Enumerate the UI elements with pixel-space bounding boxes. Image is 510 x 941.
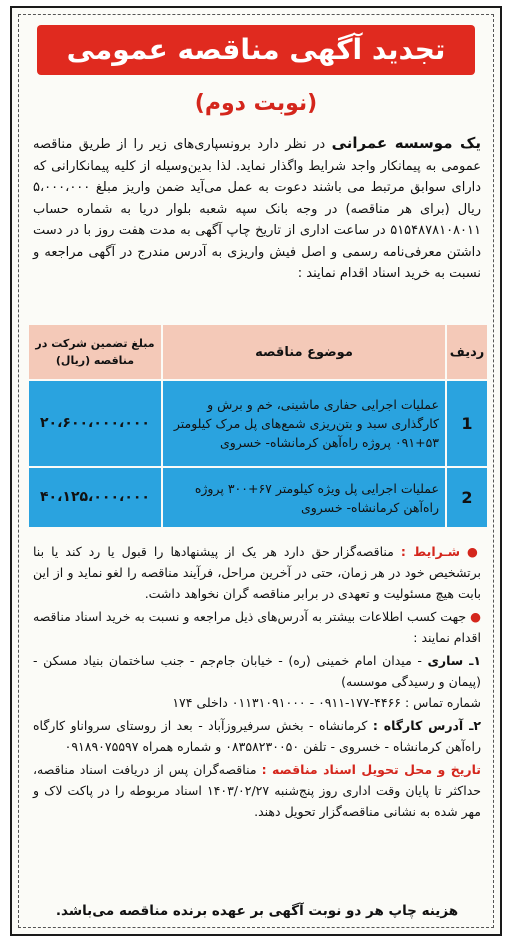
row-subject: عملیات اجرایی حفاری ماشینی، خم و برش و کارگذاری سبد و بتن‌ریزی شمع‌های پل مرک کیلومتر ۵۳+۰۹۱ پروژه راه‌آهن کرمانشاه- خسروی — [163, 381, 445, 466]
row-subject: عملیات اجرایی پل ویژه کیلومتر ۶۷+۳۰۰ پروژه راه‌آهن کرمانشاه- خسروی — [163, 468, 445, 527]
address-1-label: ۱ـ ساری — [427, 653, 481, 668]
table-row — [29, 468, 487, 527]
footer-note: هزینه چاپ هر دو نوبت آگهی بر عهده برنده مناقصه می‌باشد. — [55, 903, 459, 919]
address-2-text: کرمانشاه - بخش سرفیروزآباد - بعد از روستای سرواناو کارگاه راه‌آهن کرمانشاه - خسروی - تلفن ۰۸۳۵۸۲۳۰۰۵۰ و شماره همراه ۰۹۱۸۹۰۷۵۵۹۷ — [33, 718, 481, 754]
row-amount: ۲۰،۶۰۰،۰۰۰،۰۰۰ — [29, 381, 161, 466]
col-subject-header: موضوع مناقصه — [163, 325, 445, 379]
banner-title: تجدید آگهی مناقصه عمومی — [37, 25, 475, 75]
intro-paragraph — [33, 133, 481, 285]
conditions-section — [33, 541, 481, 822]
row-number: 2 — [447, 468, 487, 527]
contact-intro: جهت کسب اطلاعات بیشتر به آدرس‌های ذیل مراجعه و نسبت به خرید اسناد مناقصه اقدام نمایند : — [33, 609, 481, 645]
address-1-phone: شماره تماس : ۴۴۶۶-۱۷۷-۰۹۱۱ - ۰۱۱۳۱۰۹۱۰۰۰ داخلی ۱۷۴ — [172, 695, 481, 710]
table-row — [29, 381, 487, 466]
col-row-header: ردیف — [447, 325, 487, 379]
bullet-icon: ● — [467, 544, 481, 559]
ad-inner-border — [18, 14, 494, 928]
row-number: 1 — [447, 381, 487, 466]
table-header-row — [29, 325, 487, 379]
address-2-label: ۲ـ آدرس کارگاه : — [372, 718, 481, 733]
conditions-text: مناقصه‌گزار حق دارد هر یک از پیشنهادها را قبول یا رد کند یا بنا برتشخیص خود در هر زمان، حتی در آخرین مراحل، فرآیند مناقصه را لغو نماید و از این بابت هیچ مسئولیت و تعهدی در برابر مناقصه گران نخواهد داشت. — [33, 544, 481, 601]
intro-text: در نظر دارد برونسپاری‌های زیر را از طریق مناقصه عمومی به پیمانکار واجد شرایط واگذار نماید. لذا بدین‌وسیله از کلیه پیمانکارانی که دارای سوابق مرتبط می باشند دعوت به عمل می‌آید ضمن واریز مبلغ ۵،۰۰۰،۰۰۰ ریال (برای هر مناقصه) در وجه بانک سپه شعبه بلوار دریا به شماره حساب ۵۱۵۴۸۷۸۱۰۸۰۱۱ در ساعت اداری از تاریخ چاپ آگهی به مدت هفت روز با در دست داشتن معرفی‌نامه رسمی و اصل فیش واریزی به آدرس مندرج در آگهی مراجعه و نسبت به خرید اسناد اقدام نمایند : — [33, 137, 481, 281]
bullet-icon: ● — [470, 609, 481, 624]
ad-frame — [10, 6, 502, 936]
round-label: (نوبت دوم) — [194, 91, 318, 116]
address-1 — [33, 650, 481, 692]
conditions-paragraph — [33, 541, 481, 604]
delivery-label: تاریخ و محل تحویل اسناد مناقصه : — [261, 762, 481, 777]
delivery-paragraph — [33, 759, 481, 822]
org-name: یک موسسه عمرانی — [331, 134, 482, 152]
delivery-text: مناقصه‌گران پس از دریافت اسناد مناقصه، حداکثر تا پایان وقت اداری روز پنج‌شنبه ۱۴۰۳/۰۲/۲۷ اسناد مربوطه را در پاکت لاک و مهر شده به نشانی مناقصه‌گزار تحویل دهند. — [33, 762, 481, 819]
address-2 — [33, 715, 481, 757]
row-amount: ۴۰،۱۲۵،۰۰۰،۰۰۰ — [29, 468, 161, 527]
col-amount-header: مبلغ تضمین شرکت در مناقصه (ریال) — [29, 325, 161, 379]
tender-table — [27, 323, 489, 529]
address-1-text: - میدان امام خمینی (ره) - خیابان جام‌جم - جنب ساختمان بنیاد مسکن - (پیمان و رسیدگی موسسه) — [33, 653, 481, 689]
conditions-label: شـرایط : — [400, 544, 460, 559]
contact-paragraph — [33, 606, 481, 648]
